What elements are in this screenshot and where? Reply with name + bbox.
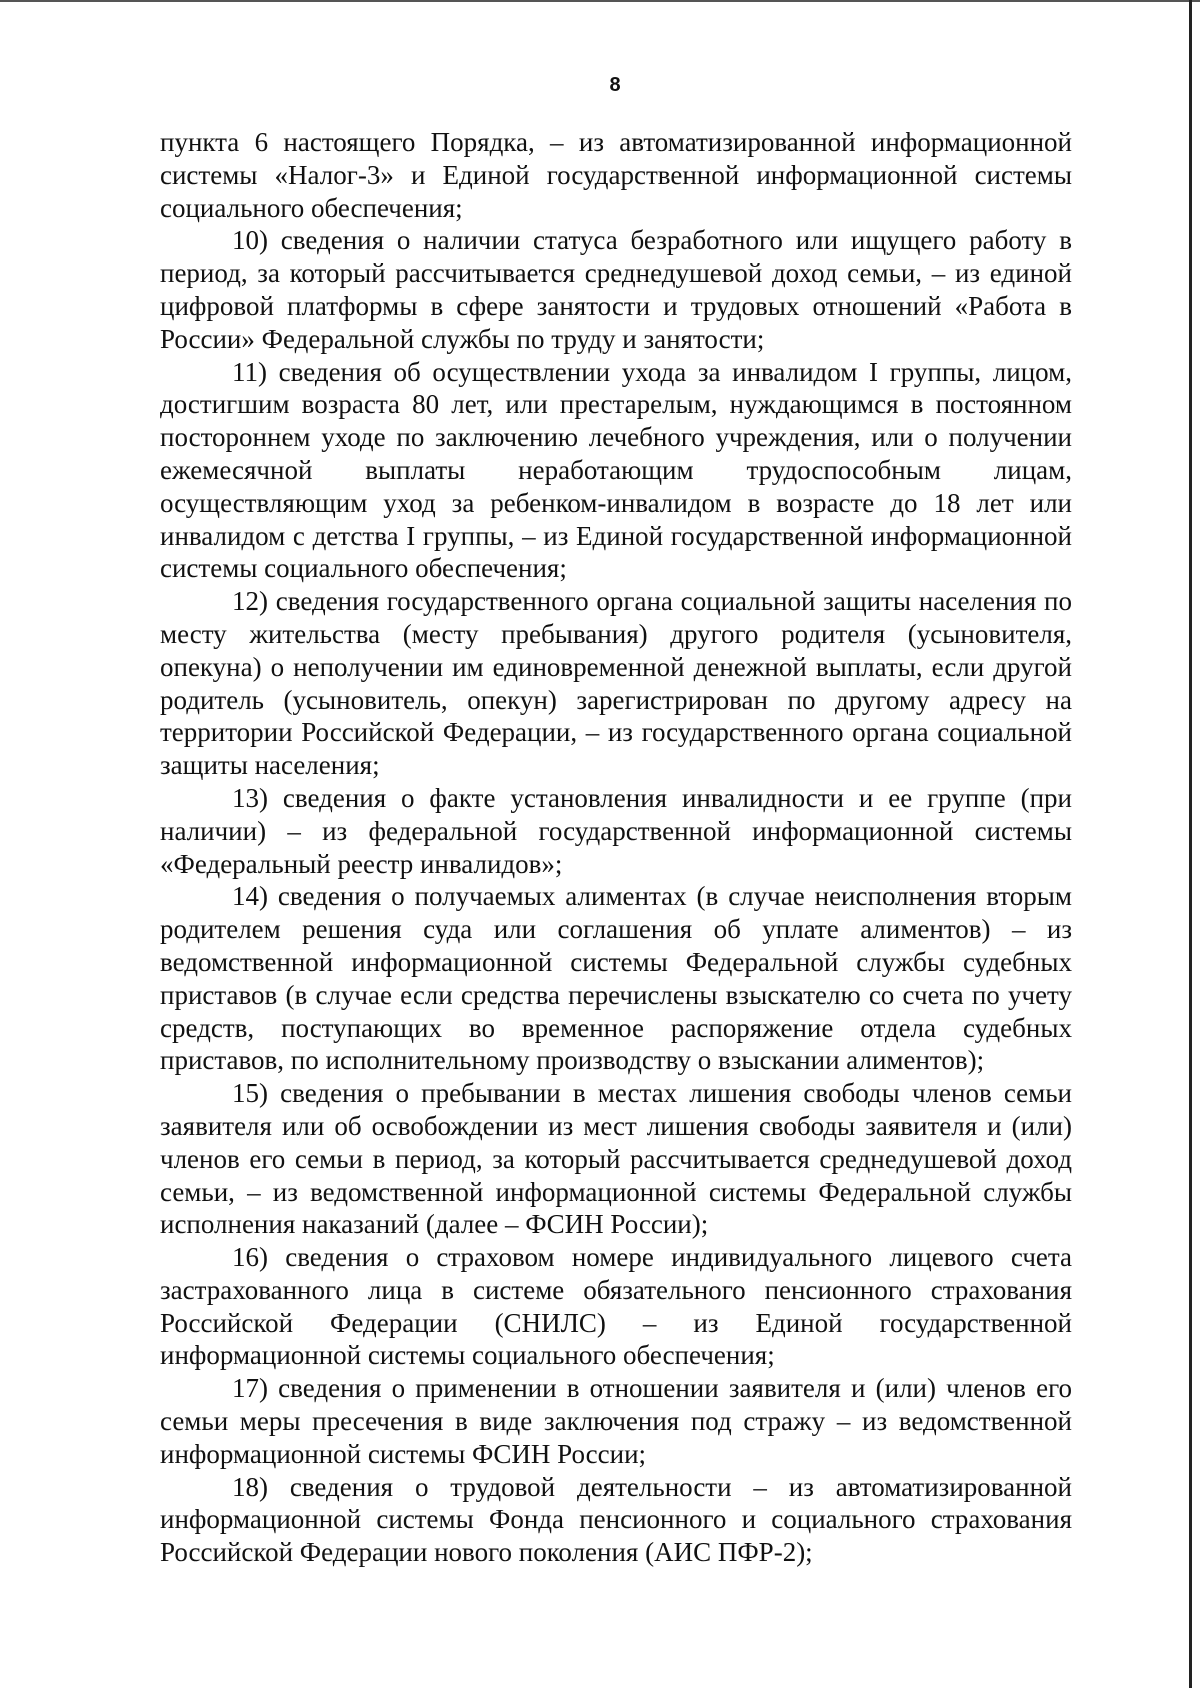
page-number: 8 xyxy=(609,74,621,96)
list-item-15: 15) сведения о пребывании в местах лишения свободы членов семьи заявителя или об освобождении из мест лишения свободы заявителя и (или) членов его семьи в период, за который рассчитывается среднедушевой доход семьи, – из ведомственной информационной системы Федеральной службы исполнения наказаний (далее – ФСИН России); xyxy=(160,1078,1072,1240)
list-item-16: 16) сведения о страховом номере индивидуального лицевого счета застрахованного лица в системе обязательного пенсионного страхования Российской Федерации (СНИЛС) – из Единой государственной информационной системы социального обеспечения; xyxy=(160,1242,1072,1371)
list-item-18: 18) сведения о трудовой деятельности – из автоматизированной информационной системы Фонда пенсионного и социального страхования Российской Федерации нового поколения (АИС ПФР-2); xyxy=(160,1471,1072,1568)
scan-right-edge xyxy=(1189,0,1192,1688)
list-item-12: 12) сведения государственного органа социальной защиты населения по месту жительства (месту пребывания) другого родителя (усыновителя, опекуна) о неполучении им единовременной денежной выплаты, если другой родитель (усыновитель, опекун) зарегистрирован по другому адресу на территории Российской Федерации, – из государственного органа социальной защиты населения; xyxy=(160,586,1072,781)
list-item-11: 11) сведения об осуществлении ухода за инвалидом I группы, лицом, достигшим возраста 80 лет, или престарелым, нуждающимся в постоянном постороннем уходе по заключению лечебного учреждения, или о получении ежемесячной выплаты неработающим трудоспособным лицам, осуществляющим уход за ребенком-инвалидом в возрасте до 18 лет или инвалидом с детства I группы, – из Единой государственной информационной системы социального обеспечения; xyxy=(160,356,1072,584)
paragraph-continuation: пункта 6 настоящего Порядка, – из автоматизированной информационной системы «Налог-3» и Единой государственной информационной системы социального обеспечения; xyxy=(160,127,1072,223)
list-item-17: 17) сведения о применении в отношении заявителя и (или) членов его семьи меры пресечения в виде заключения под стражу – из ведомственной информационной системы ФСИН России; xyxy=(160,1373,1072,1469)
list-item-13: 13) сведения о факте установления инвалидности и ее группе (при наличии) – из федеральной государственной информационной системы «Федеральный реестр инвалидов»; xyxy=(160,782,1072,879)
document-body xyxy=(160,126,1072,1569)
list-item-10: 10) сведения о наличии статуса безработного или ищущего работу в период, за который рассчитывается среднедушевой доход семьи, – из единой цифровой платформы в сфере занятости и трудовых отношений «Работа в России» Федеральной службы по труду и занятости; xyxy=(160,225,1072,354)
list-item-14: 14) сведения о получаемых алиментах (в случае неисполнения вторым родителем решения суда или соглашения об уплате алиментов) – из ведомственной информационной системы Федеральной службы судебных приставов (в случае если средства перечислены взыскателю со счета по учету средств, поступающих во временное распоряжение отдела судебных приставов, по исполнительному производству о взыскании алиментов); xyxy=(160,881,1072,1076)
scan-top-edge xyxy=(0,0,1200,2)
